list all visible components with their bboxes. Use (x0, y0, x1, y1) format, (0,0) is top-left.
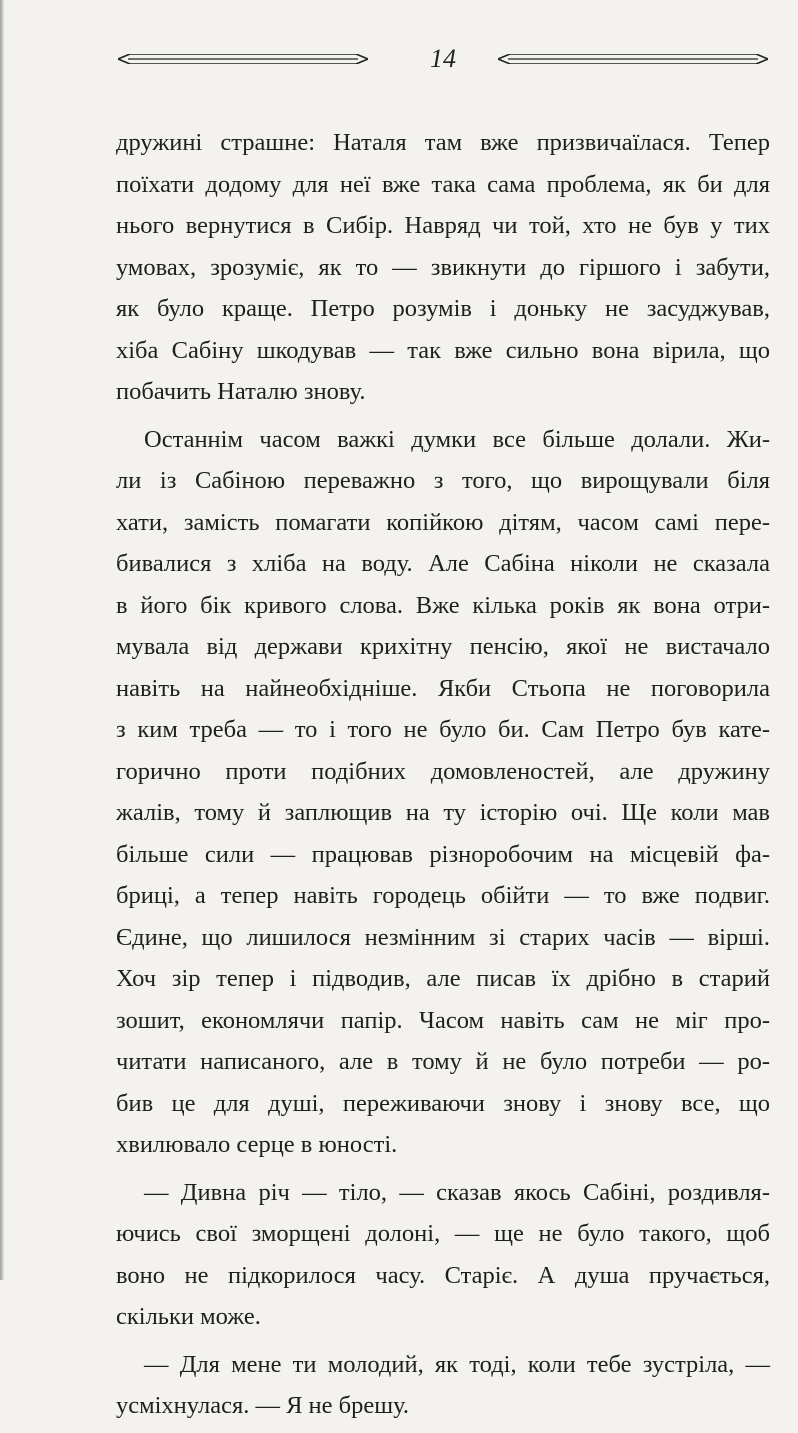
text-line: жалів, тому й заплющив на ту історію очі. Ще коли мав (116, 799, 770, 826)
text-line: — Дивна річ — тіло, — сказав якось Сабіні, роздивля- (144, 1178, 770, 1206)
text-line: побачить Наталю знову. (116, 378, 366, 405)
text-line: бриці, а тепер навіть городець обійти — то вже подвиг. (116, 882, 770, 909)
text-line: зошит, економлячи папір. Часом навіть сам не міг про- (116, 1006, 770, 1034)
text-line: бивалися з хліба на воду. Але Сабіна ніколи не сказала (116, 550, 770, 577)
text-line: з ким треба — то і того не було би. Сам Петро був кате- (116, 716, 770, 743)
paragraph (116, 1344, 770, 1427)
text-line: поїхати додому для неї вже така сама проблема, як би для (116, 170, 770, 198)
paragraph (116, 122, 770, 413)
text-line: дружині страшне: Наталя там вже призвичаїлася. Тепер (116, 129, 770, 156)
text-line: як було краще. Петро розумів і доньку не засуджував, (116, 295, 770, 322)
text-line: Хоч зір тепер і підводив, але писав їх дрібно в старий (116, 965, 770, 992)
text-line: хіба Сабіну шкодував — так вже сильно вона вірила, що (116, 336, 770, 364)
page-number: 14 (430, 44, 456, 73)
text-line: ли із Сабіною переважно з того, що вирощували біля (116, 467, 770, 494)
text-line: хвилювало серце в юності. (116, 1131, 398, 1158)
paragraph (116, 1172, 770, 1338)
text-line: — Для мене ти молодий, як тоді, коли тебе зустріла, — (144, 1350, 770, 1378)
text-line: в його бік кривого слова. Вже кілька років як вона отри- (116, 591, 770, 619)
text-line: нього вернутися в Сибір. Навряд чи той, хто не був у тих (116, 212, 770, 239)
text-line: мувала від держави крихітну пенсію, якої не вистачало (116, 633, 770, 660)
body-text (116, 122, 770, 1433)
text-line: хати, замість помагати копійкою дітям, часом самі пере- (116, 508, 770, 536)
text-line: горично проти подібних домовленостей, але дружину (116, 757, 770, 785)
text-line: Єдине, що лишилося незмінним зі старих часів — вірші. (116, 923, 770, 951)
text-line: ючись свої зморщені долоні, — ще не було такого, щоб (116, 1220, 770, 1247)
text-line: читати написаного, але в тому й не було потреби — ро- (116, 1048, 770, 1075)
text-line: навіть на найнеобхідніше. Якби Стьопа не поговорила (116, 674, 770, 702)
text-line: більше сили — працював різноробочим на місцевій фа- (116, 840, 770, 868)
text-line: скільки може. (116, 1303, 261, 1330)
text-line: воно не підкорилося часу. Старіє. А душа пручається, (116, 1261, 770, 1289)
text-line: умовах, зрозуміє, як то — звикнути до гіршого і забути, (116, 253, 770, 281)
paragraph (116, 419, 770, 1166)
page-edge-shadow (0, 0, 4, 1280)
text-line: усміхнулася. — Я не брешу. (116, 1392, 410, 1419)
text-line: бив це для душі, переживаючи знову і знову все, що (116, 1089, 770, 1117)
header-rule-right (498, 54, 768, 64)
text-line: Останнім часом важкі думки все більше долали. Жи- (144, 425, 770, 453)
page-header (118, 38, 768, 84)
